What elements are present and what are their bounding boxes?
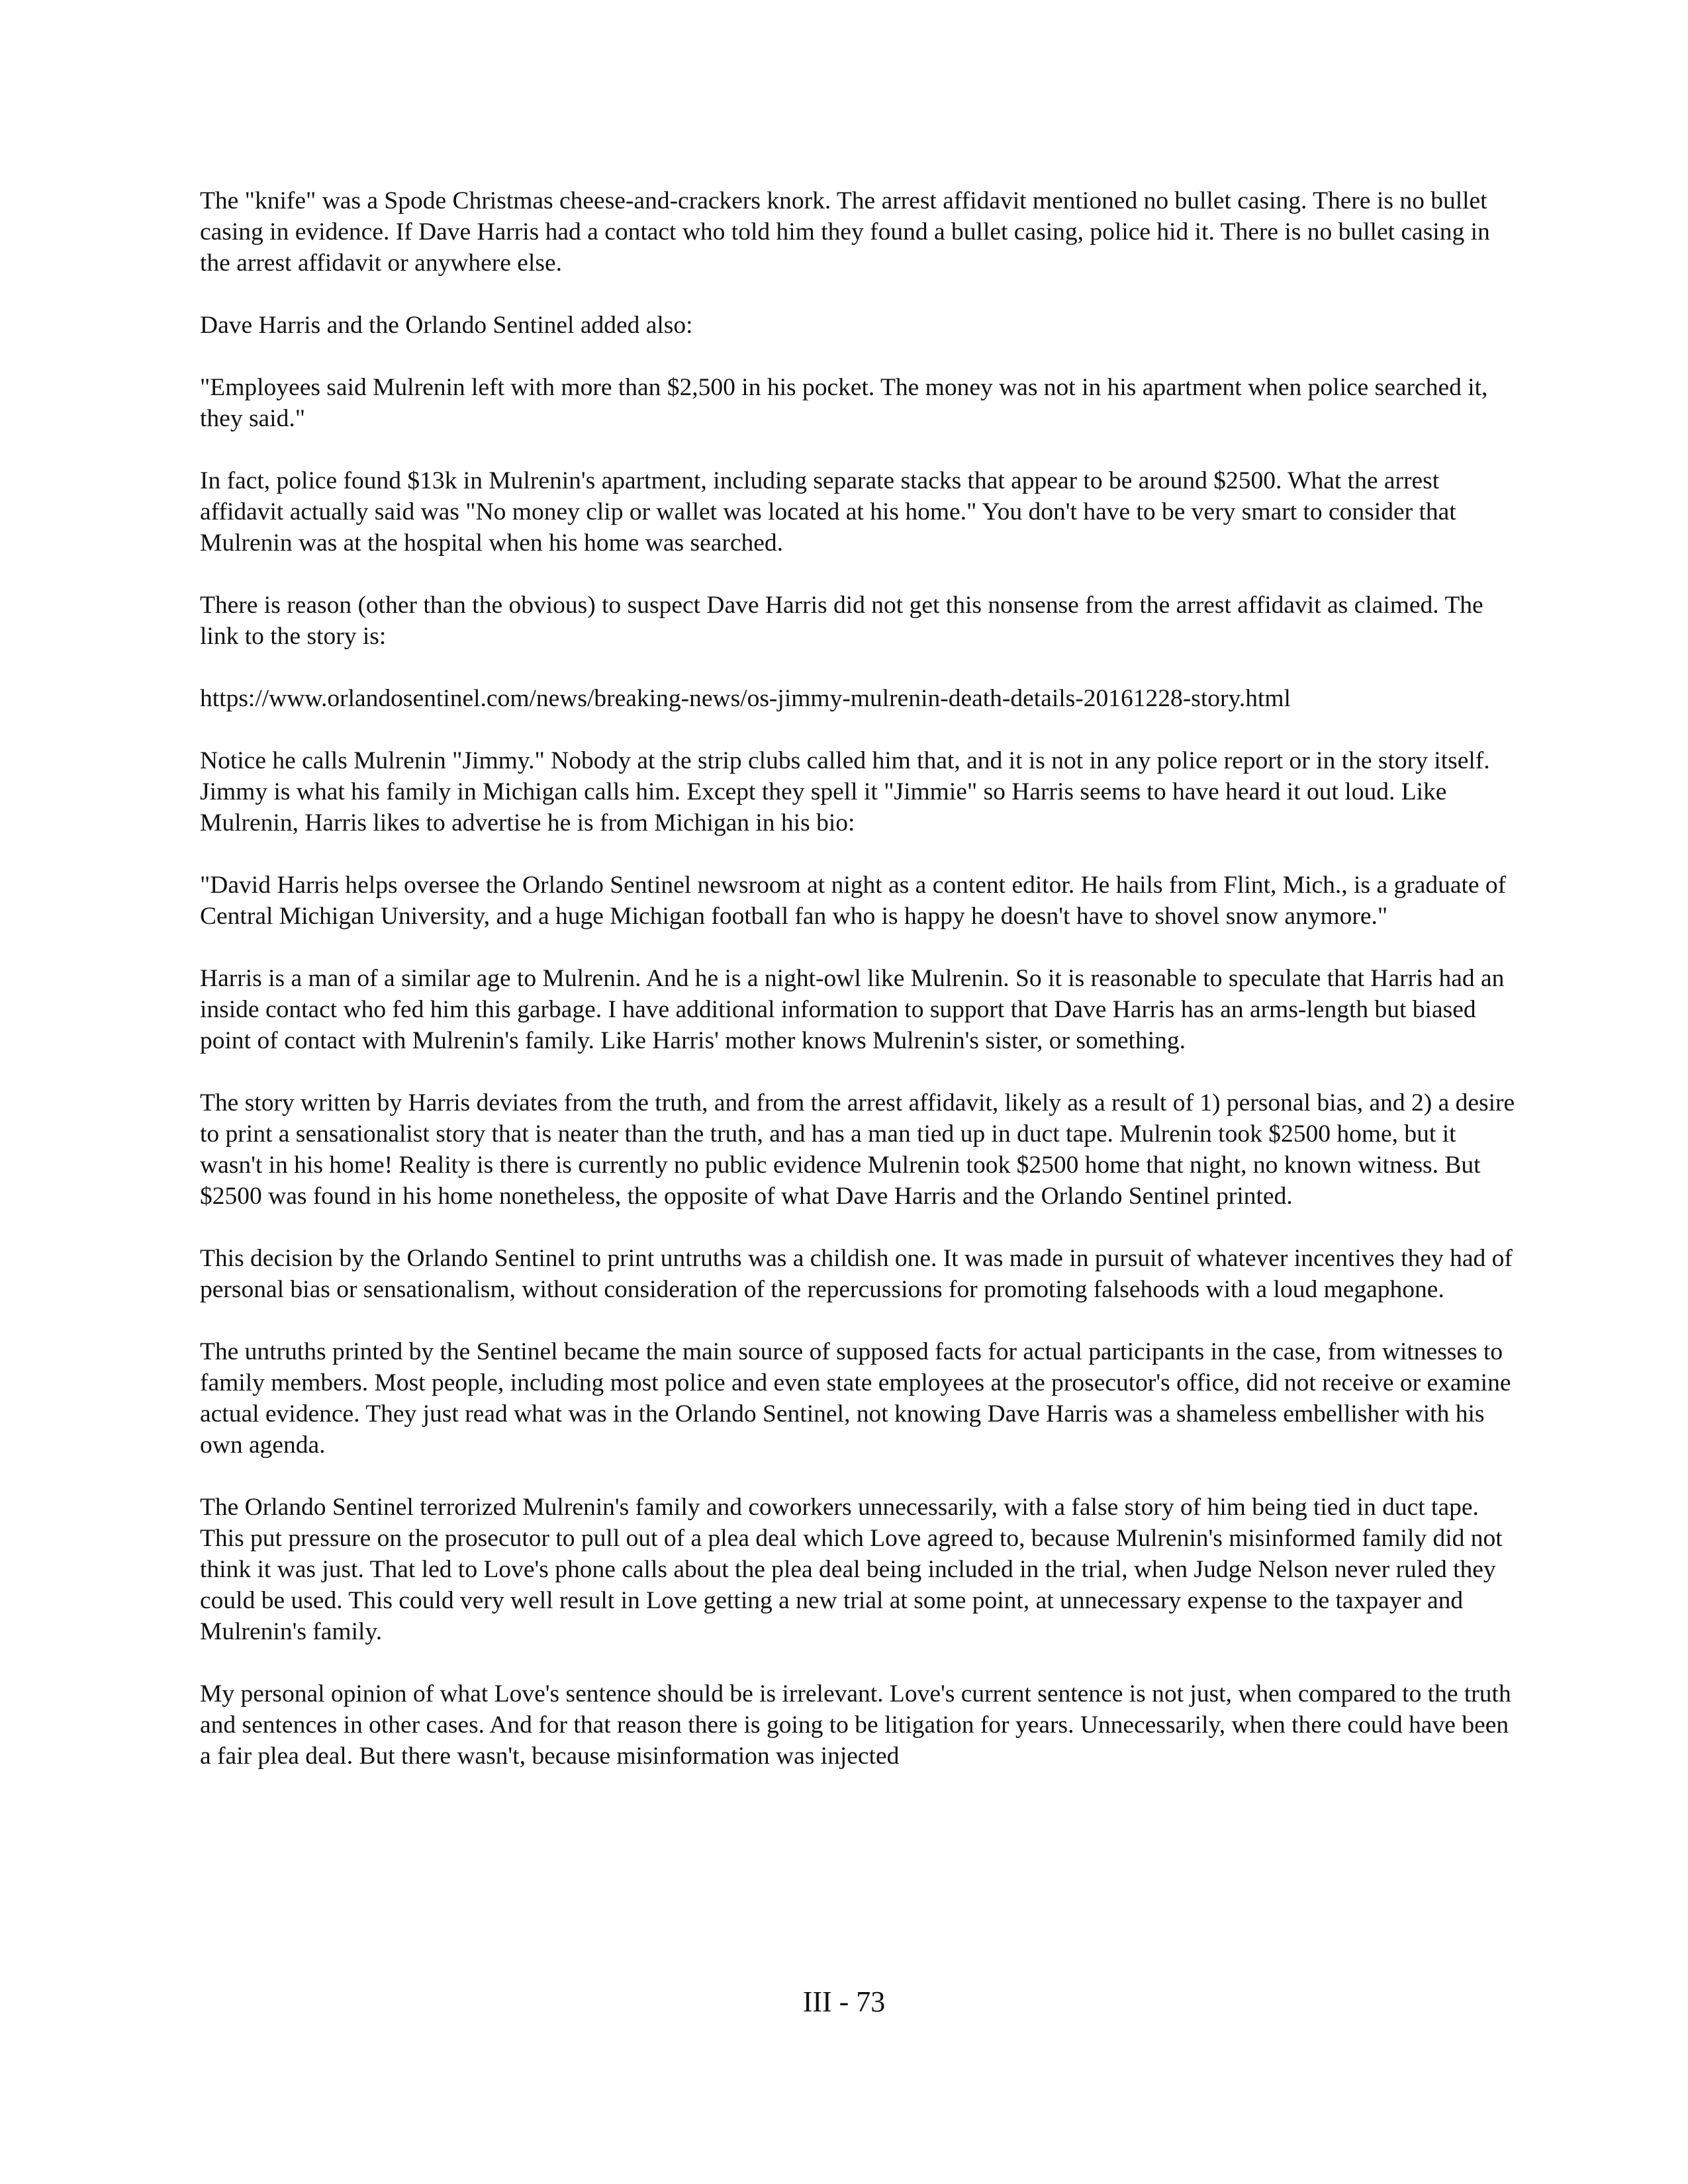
paragraph-similar-age: Harris is a man of a similar age to Mulrenin. And he is a night-owl like Mulrenin. So it is reasonable to speculate that Harris had an inside contact who fed him this garbage. I have additional information to support that Dave Harris has an arms-length but biased point of contact with Mulrenin's family. Like Harris' mother knows Mulrenin's sister, or something. bbox=[200, 965, 1505, 1054]
quote-harris-bio: "David Harris helps oversee the Orlando Sentinel newsroom at night as a content editor. He hails from Flint, Mich., is a graduate of Central Michigan University, and a huge Michigan football fan who is happy he doesn't have to shovel snow anymore." bbox=[200, 872, 1507, 930]
paragraph-harris-added: Dave Harris and the Orlando Sentinel added also: bbox=[200, 312, 693, 339]
paragraph-personal-opinion: My personal opinion of what Love's sentence should be is irrelevant. Love's current sentence is not just, when compared to the truth and sentences in other cases. And for that reason there is going to be litigation for years. Unnecessarily, when there could have been a fair plea deal. But there wasn't, because misinformation was injected bbox=[200, 1680, 1511, 1770]
paragraph-untruths-source: The untruths printed by the Sentinel became the main source of supposed facts for actual participants in the case, from witnesses to family members. Most people, including most police and even state employees at the prosecutor's office, did not receive or examine actual evidence. They just read what was in the Orlando Sentinel, not knowing Dave Harris was a shameless embellisher with his own agenda. bbox=[200, 1338, 1511, 1459]
story-url: https://www.orlandosentinel.com/news/breaking-news/os-jimmy-mulrenin-death-details-20161228-story.html bbox=[200, 685, 1291, 712]
paragraph-jimmy: Notice he calls Mulrenin "Jimmy." Nobody at the strip clubs called him that, and it is not in any police report or in the story itself. Jimmy is what his family in Michigan calls him. Except they spell it "Jimmie" so Harris seems to have heard it out loud. Like Mulrenin, Harris likes to advertise he is from Michigan in his bio: bbox=[200, 747, 1490, 837]
paragraph-story-deviates: The story written by Harris deviates from the truth, and from the arrest affidavit, likely as a result of 1) personal bias, and 2) a desire to print a sensationalist story that is neater than the truth, and has a man tied up in duct tape. Mulrenin took $2500 home, but it wasn't in his home! Reality is there is currently no public evidence Mulrenin took $2500 home that night, no known witness. But $2500 was found in his home nonetheless, the opposite of what Dave Harris and the Orlando Sentinel printed. bbox=[200, 1089, 1515, 1210]
page-number: III - 73 bbox=[802, 1985, 886, 2018]
paragraph-childish-decision: This decision by the Orlando Sentinel to print untruths was a childish one. It was made in pursuit of whatever incentives they had of personal bias or sensationalism, without consideration of the repercussions for promoting falsehoods with a loud megaphone. bbox=[200, 1245, 1513, 1303]
quote-employees: "Employees said Mulrenin left with more than $2,500 in his pocket. The money was not in his apartment when police searched it, they said." bbox=[200, 374, 1488, 432]
paragraph-police-found: In fact, police found $13k in Mulrenin's apartment, including separate stacks that appear to be around $2500. What the arrest affidavit actually said was "No money clip or wallet was located at his home." You don't have to be very smart to consider that Mulrenin was at the hospital when his home was searched. bbox=[200, 467, 1456, 557]
paragraph-reason-to-suspect: There is reason (other than the obvious) to suspect Dave Harris did not get this nonsense from the arrest affidavit as claimed. The link to the story is: bbox=[200, 592, 1483, 650]
document-body bbox=[200, 185, 1517, 1772]
paragraph-terrorized-family: The Orlando Sentinel terrorized Mulrenin's family and coworkers unnecessarily, with a false story of him being tied in duct tape. This put pressure on the prosecutor to pull out of a plea deal which Love agreed to, because Mulrenin's misinformed family did not think it was just. That led to Love's phone calls about the plea deal being included in the trial, when Judge Nelson never ruled they could be used. This could very well result in Love getting a new trial at some point, at unnecessary expense to the taxpayer and Mulrenin's family. bbox=[200, 1494, 1503, 1645]
paragraph-knife: The "knife" was a Spode Christmas cheese-and-crackers knork. The arrest affidavit mentioned no bullet casing. There is no bullet casing in evidence. If Dave Harris had a contact who told him they found a bullet casing, police hid it. There is no bullet casing in the arrest affidavit or anywhere else. bbox=[200, 187, 1490, 277]
